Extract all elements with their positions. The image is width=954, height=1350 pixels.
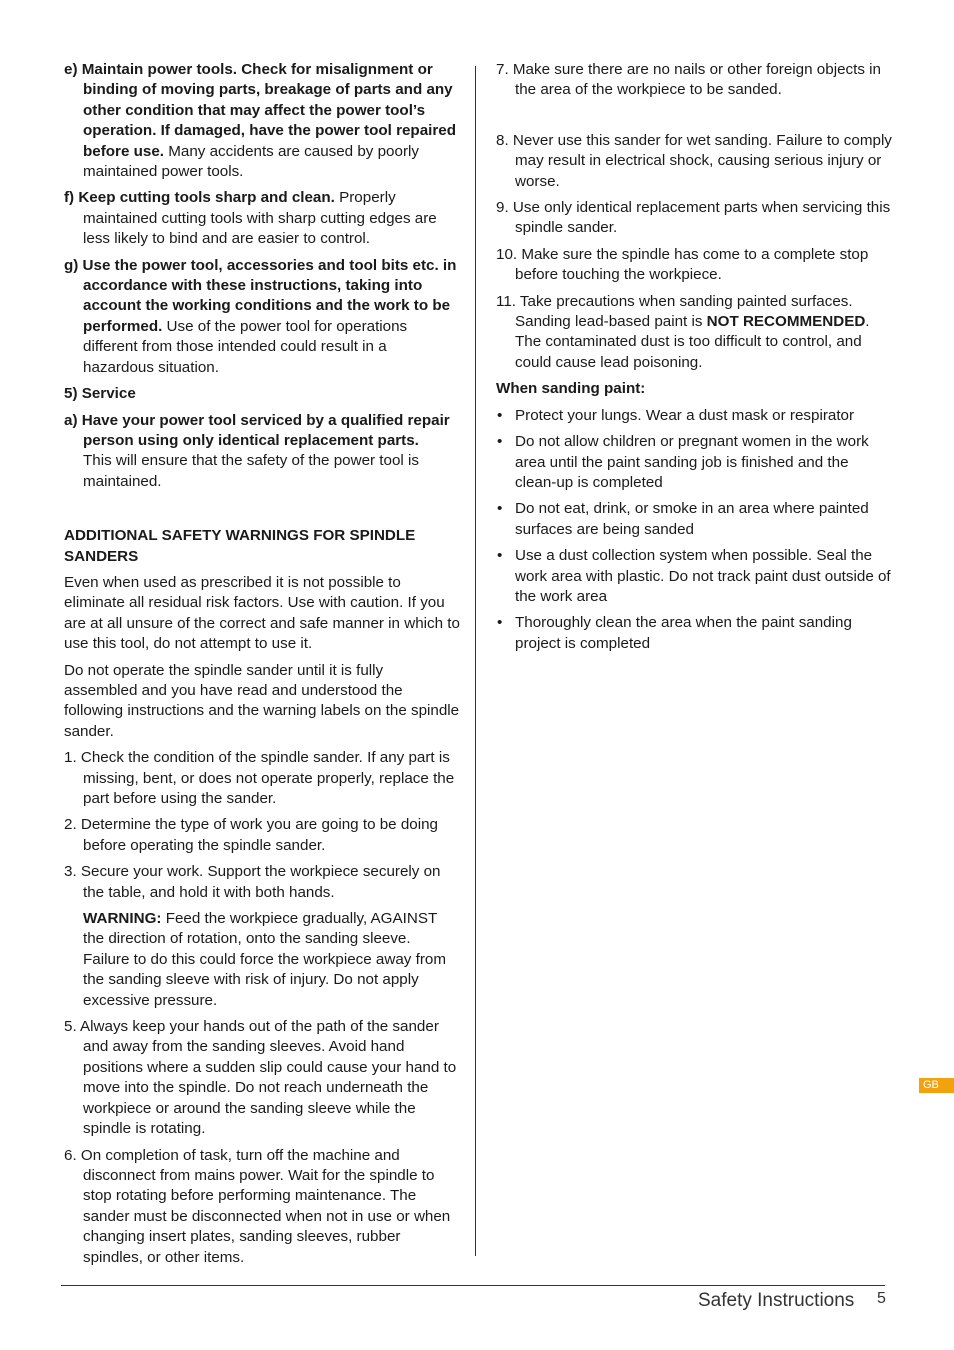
list-item-5: 5. Always keep your hands out of the path of the sander and away from the sanding sleeves. Avoid hand positions where a sudden slip could cause your hand to move into the spindle. Do not reach underneath the workpiece or around the sanding sleeve while the spindle is rotating. <box>64 1018 457 1138</box>
item-e: e) Maintain power tools. Check for misalignment or binding of moving parts, breakage of parts and any other condition that may affect the power tool’s operation. If damaged, have the power tool repaired before use. Many accidents are caused by poorly maintained power tools. <box>64 61 457 181</box>
item-a-text: This will ensure that the safety of the power tool is maintained. <box>83 452 419 490</box>
list-item-2: 2. Determine the type of work you are going to be doing before operating the spindle sander. <box>64 816 439 854</box>
list-item: • Use a dust collection system when possible. Seal the work area with plastic. Do not track paint dust outside of the work area <box>496 546 892 607</box>
list-item-7: 7. Make sure there are no nails or other foreign objects in the area of the workpiece to be sanded. <box>496 61 881 99</box>
warning-block: WARNING: Feed the workpiece gradually, AGAINST the direction of rotation, onto the sanding sleeve. Failure to do this could force the workpiece away from the sanding sleeve with risk of injury. Do not apply excessive pressure. <box>83 910 446 1009</box>
language-tab: GB <box>919 1078 954 1093</box>
item-f: f) Keep cutting tools sharp and clean. Properly maintained cutting tools with sharp cutting edges are less likely to bind and are easier to control. <box>64 189 437 248</box>
footer-divider <box>61 1285 885 1286</box>
list-item-1: 1. Check the condition of the spindle sander. If any part is missing, bent, or does not operate properly, replace the part before using the sander. <box>64 749 455 807</box>
service-heading: 5) Service <box>64 385 136 403</box>
column-divider <box>475 66 476 1256</box>
additional-heading: ADDITIONAL SAFETY WARNINGS FOR SPINDLE SANDERS <box>64 527 416 565</box>
right-column <box>496 60 892 660</box>
list-item: • Protect your lungs. Wear a dust mask or respirator <box>496 406 892 426</box>
paragraph-assembly: Do not operate the spindle sander until it is fully assembled and you have read and understood the following instructions and the warning labels on the spindle sander. <box>64 661 460 740</box>
list-item: • Do not allow children or pregnant women in the work area until the paint sanding job is finished and the clean-up is completed <box>496 432 892 493</box>
page-number: 5 <box>877 1290 886 1307</box>
list-item-10: 10. Make sure the spindle has come to a complete stop before touching the workpiece. <box>496 245 869 284</box>
paragraph-residual-risk: Even when used as prescribed it is not possible to eliminate all residual risk factors. Use with caution. If you are at all unsure of the correct and safe manner in which to use this tool, do not attempt to use it. <box>64 573 460 653</box>
paint-heading: When sanding paint: <box>496 380 646 398</box>
list-item-11: 11. Take precautions when sanding painted surfaces. Sanding lead-based paint is NOT RECOMMENDED. The contaminated dust is too difficult to control, and could cause lead poisoning. <box>496 292 870 371</box>
list-item-8: 8. Never use this sander for wet sanding. Failure to comply may result in electrical shock, causing serious injury or worse. <box>496 131 892 190</box>
item-a: a) Have your power tool serviced by a qualified repair person using only identical replacement parts. <box>64 411 450 449</box>
item-g: g) Use the power tool, accessories and tool bits etc. in accordance with these instructions, taking into account the working conditions and the work to be performed. Use of the power tool for operations different from those intended could result in a hazardous situation. <box>64 256 457 376</box>
list-item-6: 6. On completion of task, turn off the machine and disconnect from mains power. Wait for the spindle to stop rotating before performing maintenance. The sander must be disconnected when not in use or when changing insert plates, sanding sleeves, rubber spindles, or other items. <box>64 1146 451 1266</box>
footer-title: Safety Instructions <box>698 1290 855 1311</box>
left-column <box>64 60 460 1274</box>
list-item-3: 3. Secure your work. Support the workpiece securely on the table, and hold it with both hands. <box>64 863 441 901</box>
list-item: • Do not eat, drink, or smoke in an area where painted surfaces are being sanded <box>496 499 892 540</box>
list-item: • Thoroughly clean the area when the paint sanding project is completed <box>496 613 892 654</box>
list-item-9: 9. Use only identical replacement parts when servicing this spindle sander. <box>496 199 891 237</box>
